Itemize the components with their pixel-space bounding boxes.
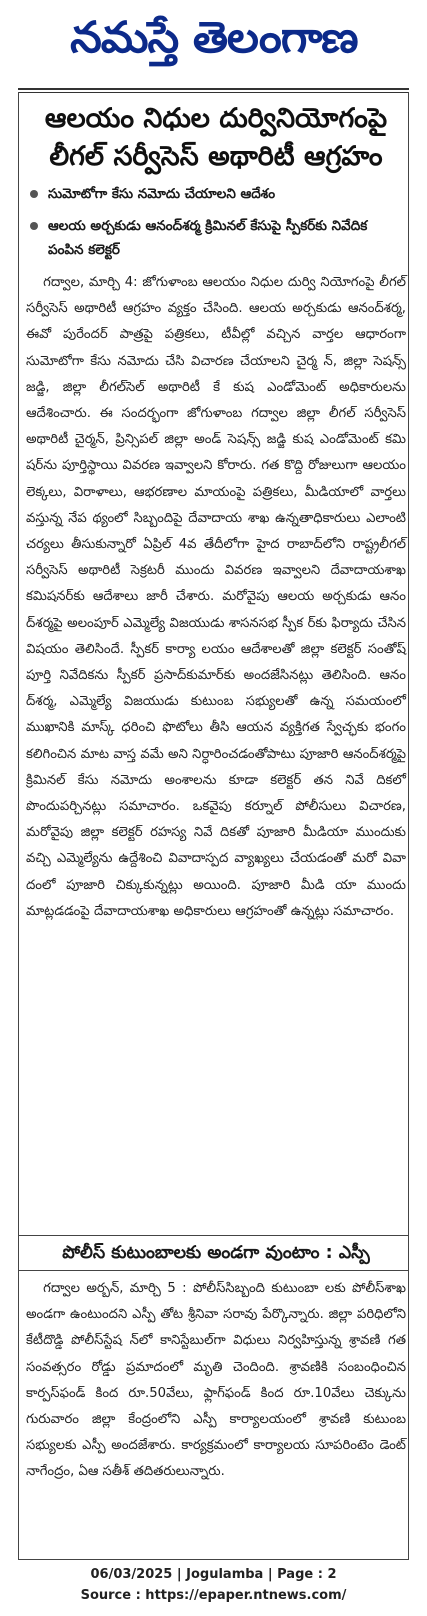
right-column-rule	[408, 92, 409, 1560]
bullet-dot-icon	[30, 190, 38, 198]
masthead-divider	[18, 88, 409, 90]
article-headline	[26, 100, 406, 176]
bullet-point-1	[26, 182, 406, 206]
section-divider-top	[18, 1235, 409, 1236]
masthead-divider-thin	[18, 92, 409, 93]
footer-date-edition: 06/03/2025 | Jogulamba | Page : 2	[90, 1567, 337, 1582]
bullet-text: ఆలయ అర్చకుడు ఆనంద్‌శర్మ క్రిమినల్ కేసుపై స్పీకర్‌కు నివేదిక పంపిన కలెక్టర్	[48, 218, 368, 258]
second-article-headline: పోలీస్ కుటుంబాలకు అండగా వుంటాం : ఎస్పీ	[62, 1243, 370, 1263]
epaper-clipping	[18, 0, 409, 1560]
headline-line-1: ఆలయం నిధుల దుర్వినియోగంపై	[44, 103, 388, 134]
footer-source: Source : https://epaper.ntnews.com/	[80, 1588, 347, 1603]
headline-line-2: లీగల్ సర్వీసెస్ అథారిటీ ఆగ్రహం	[49, 141, 383, 172]
article-body: గద్వాల, మార్చి 4: జోగుళాంబ ఆలయం నిధుల దుర్వి నియోగంపై లీగల్ సర్వీసెస్ అథారిటీ ఆగ్రహం వ్యక్తం చేసింది. ఆలయ అర్చకుడు ఆనంద్‌శర్మ, ఈవో పురేందర్ పాత్రపై పత్రికలు, టీవీల్లో వచ్చిన వార్తల ఆధారంగా సుమోటోగా కేసు నమోదు చేసి విచారణ చేయాలని చైర్మ న్, జిల్లా సెషన్స్ జడ్జి, జిల్లా లీగల్‌సెల్ అథారిటీ కే కుష ఎండోమెంట్ అధికారులను ఆదేశించారు. ఈ సందర్భంగా జోగుళాంబ గద్వాల జిల్లా లీగల్ సర్వీసెస్ అథారిటీ చైర్మన్, ప్రిన్సిపల్ జిల్లా అండ్ సెషన్స్ జడ్జి కుష ఎండోమెంట్ కమి షర్‌ను పూర్తిస్థాయి వివరణ ఇవ్వాలని కోరారు. గత కొద్ది రోజులుగా ఆలయం లెక్కలు, విరాళాలు, ఆభరణాల మాయంపై పత్రికలు, మీడియాలో వార్తలు వస్తున్న నేప థ్యంలో సిబ్బందిపై దేవాదాయ శాఖ ఉన్నతాధికారులు ఎలాంటి చర్యలు తీసుకున్నారో ఏప్రిల్ 4వ తేదీలోగా హైద రాబాద్‌లోని రాష్ట్రలీగల్ సర్వీసెస్ అథారిటీ సెక్రటరీ ముందు వివరణ ఇవ్వాలని దేవాదాయశాఖ కమిషనర్‌కు ఆదేశాలు జారీ చేశారు. మరోవైపు ఆలయ అర్చకుడు ఆనం ద్‌శర్మపై అలంపూర్ ఎమ్మెల్యే విజయుడు శాసనసభ స్పీక ర్‌కు ఫిర్యాదు చేసిన విషయం తెలిసిందే. స్పీకర్ కార్యా లయం ఆదేశాలతో జిల్లా కలెక్టర్ సంతోష్ పూర్తి నివేదికను స్పీకర్ ప్రసాద్‌కుమార్‌కు అందజేసినట్లు తెలిసింది. ఆనం ద్‌శర్మ, ఎమ్మెల్యే విజయుడు కుటుంబ సభ్యులతో ఉన్న సమయంలో ముఖానికి మాస్క్ ధరించి ఫొటోలు తీసి ఆయన వ్యక్తిగత స్వేచ్ఛకు భంగం కలిగించిన మాట వాస్త వమే అని నిర్ధారించడంతోపాటు పూజారి ఆనంద్‌శర్మపై క్రిమినల్ కేసు నమోదు అంశాలను కూడా కలెక్టర్ తన నివే దికలో పొందుపర్చినట్లు సమాచారం. ఒకవైపు కర్నూల్ పోలీసులు విచారణ, మరోవైపు జిల్లా కలెక్టర్ రహస్య నివే దికతో పూజారి మీడియా ముందుకు వచ్చి ఎమ్మెల్యేను ఉద్దేశించి వివాదాస్పద వ్యాఖ్యలు చేయడంతో మరో వివా దంలో పూజారి చిక్కుకున్నట్లు అయింది. పూజారి మీడి యా ముందు మాట్లడడంపై దేవాదాయశాఖ అధికారులు ఆగ్రహంతో ఉన్నట్లు సమాచారం.	[26, 275, 406, 919]
bullet-point-2	[26, 214, 406, 262]
masthead-title: నమస్తే తెలంగాణ	[69, 13, 358, 63]
left-column-rule	[18, 92, 19, 1560]
second-article-body: గద్వాల అర్బన్, మార్చి 5 : పోలీస్‌సిబ్బంది కుటుంబా లకు పోలీస్‌శాఖ అండగా ఉంటుందని ఎస్పీ తోట శ్రీనివా సరావు పేర్కొన్నారు. జిల్లా పరిధిలోని కేటీదొడ్డి పోలీస్‌స్టేష న్‌లో కానిస్టేబుల్‌గా విధులు నిర్వహిస్తున్న శ్రావణి గత సంవత్సరం రోడ్డు ప్రమాదంలో మృతి చెందింది. శ్రావణికి సంబంధించిన కార్పస్‌ఫండ్ కింద రూ.50వేలు, ఫ్లాగ్‌ఫండ్ కింద రూ.10వేలు చెక్కును గురువారం జిల్లా కేంద్రంలోని ఎస్పీ కార్యాలయంలో శ్రావణి కుటుంబ సభ్యులకు ఎస్పీ అందజేశారు. కార్యక్రమంలో కార్యాలయ సూపరింటెం డెంట్ నాగేంద్రం, ఏఆ సతీశ్ తదితరులున్నారు.	[26, 1281, 406, 1480]
newspaper-masthead	[18, 8, 409, 78]
bullet-dot-icon	[30, 222, 38, 230]
bullet-text: సుమోటోగా కేసు నమోదు చేయాలని ఆదేశం	[48, 186, 276, 202]
clipping-bottom-rule	[18, 1559, 409, 1560]
section-divider-bottom	[18, 1270, 409, 1271]
